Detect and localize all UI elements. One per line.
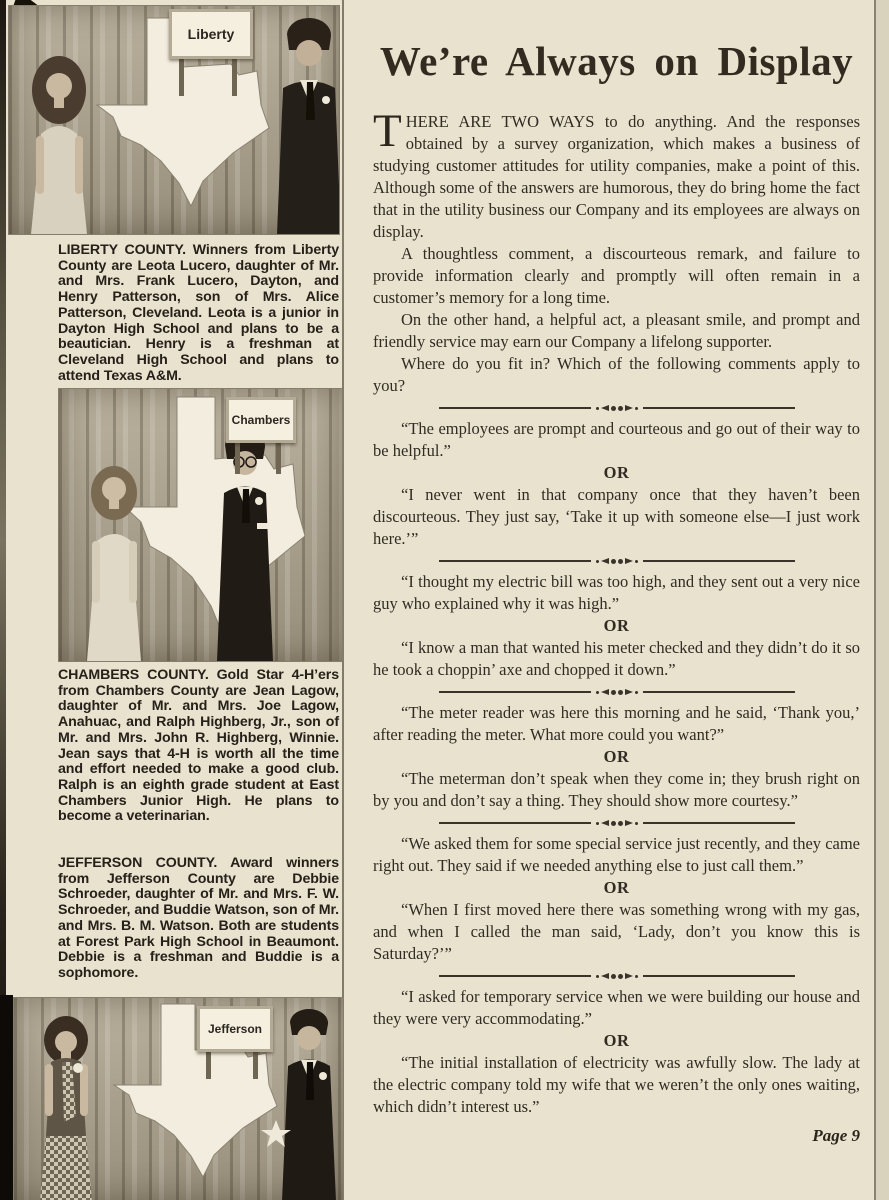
or-label: OR [603,1031,630,1051]
county-sign-label: Liberty [187,26,235,42]
divider-ornament-icon [596,405,638,411]
divider-ornament-icon [596,973,638,979]
scan-edge-bottom-left [0,995,13,1200]
photo-chambers-county [58,388,343,662]
quote-negative: “The meterman don’t speak when they come in; they brush right on by you and don’t say a thing. They should show more courtesy.” [373,769,860,811]
section-divider [373,558,860,564]
scan-edge-right [874,0,889,1200]
county-sign-label: Jefferson [207,1022,263,1036]
county-sign-jefferson [197,1006,273,1052]
photo-jefferson-county [13,997,344,1200]
quote-positive: “I thought my electric bill was too high, and they sent out a very nice guy who explained why it was high.” [373,572,860,614]
county-sign-chambers [226,397,296,443]
article-column [373,38,860,1118]
section-divider [373,820,860,826]
quote-positive: “The employees are prompt and courteous and go out of their way to be helpful.” [373,419,860,461]
quote-negative: “I never went in that company once that they haven’t been discourteous. They just say, ‘Take it up with someone else—I just work here.’” [373,485,860,549]
girl-figure [87,466,141,661]
sign-post [235,440,281,474]
quote-negative: “The initial installation of electricity was awfully slow. The lady at the electric company told my wife that we weren’t the only ones waiting, which didn’t interest us.” [373,1053,860,1117]
or-label: OR [603,616,630,636]
photo-chambers-illustration [59,389,342,661]
or-label: OR [603,878,630,898]
divider-ornament-icon [596,820,638,826]
boy-figure [277,18,339,234]
girl-figure [31,56,87,234]
section-divider [373,973,860,979]
drop-cap: T [373,105,402,158]
article-paragraph: Where do you fit in? Which of the following comments apply to you? [373,354,860,396]
photo-jefferson-illustration [14,998,343,1200]
quote-positive: “The meter reader was here this morning and he said, ‘Thank you,’ after reading the meter. What more could you want?” [373,703,860,745]
sign-post [179,56,237,96]
quote-positive: “We asked them for some special service just recently, and they came right out. They said if we needed anything else to just call them.” [373,834,860,876]
quote-negative: “I know a man that wanted his meter checked and they didn’t do it so he took a choppin’ axe and chopped it down.” [373,638,860,680]
caption-chambers-county: CHAMBERS COUNTY. Gold Star 4-H’ers from Chambers County are Jean Lagow, daughter of Mr. and Mrs. Joe Lagow, Anahuac, and Ralph Highberg, Jr., son of Mr. and Mrs. John R. Highberg, Winnie. Jean says that 4-H is worth all the time and effort needed to make a good club. Ralph is an eighth grade student at East Chambers Junior High. He plans to become a veterinarian. [58,667,339,825]
article-paragraph: A thoughtless comment, a discourteous remark, and failure to provide information clearly and promptly will often remain in a customer’s memory for a long time. [373,244,860,308]
divider-ornament-icon [596,689,638,695]
article-paragraph: THERE ARE TWO WAYS to do anything. And the responses obtained by a survey organization, which makes a business of studying customer attitudes for utility companies, make a point of this. Although some of the answers are humorous, they do bring home the fact that in the utility business our Company and its employees are always on display. [373,105,860,242]
photo-liberty-county [8,5,340,235]
county-sign-liberty [169,9,253,59]
quote-positive: “I asked for temporary service when we were building our house and they were very accommodating.” [373,987,860,1029]
caption-jefferson-county: JEFFERSON COUNTY. Award winners from Jefferson County are Debbie Schroeder, daughter of Mr. and Mrs. F. W. Schroeder, and Buddie Watson, son of Mr. and Mrs. B. M. Watson. Both are students at Forest Park High School in Beaumont. Debbie is a freshman and Buddie is a sophomore. [58,855,339,981]
girl-figure [40,1016,92,1200]
county-sign-label: Chambers [231,413,291,427]
or-label: OR [603,463,630,483]
or-label: OR [603,747,630,767]
caption-liberty-county: LIBERTY COUNTY. Winners from Liberty County are Leota Lucero, daughter of Mr. and Mrs. Frank Lucero, Dayton, and Henry Patterson, son of Mrs. Alice Patterson, Cleveland. Leota is a junior in Dayton High School and plans to be a beautician. Henry is a freshman at Cleveland High School and plans to attend Texas A&M. [58,242,339,384]
quote-negative: “When I first moved here there was something wrong with my gas, and when I called the man said, ‘Lady, don’t you know this is Saturday?’” [373,900,860,964]
article-paragraph: On the other hand, a helpful act, a pleasant smile, and prompt and friendly service may earn our Company a lifelong supporter. [373,310,860,352]
section-divider [373,689,860,695]
sign-post [206,1049,258,1079]
divider-ornament-icon [596,558,638,564]
article-title: We’re Always on Display [379,38,854,84]
section-divider [373,405,860,411]
page-number: Page 9 [812,1126,860,1145]
